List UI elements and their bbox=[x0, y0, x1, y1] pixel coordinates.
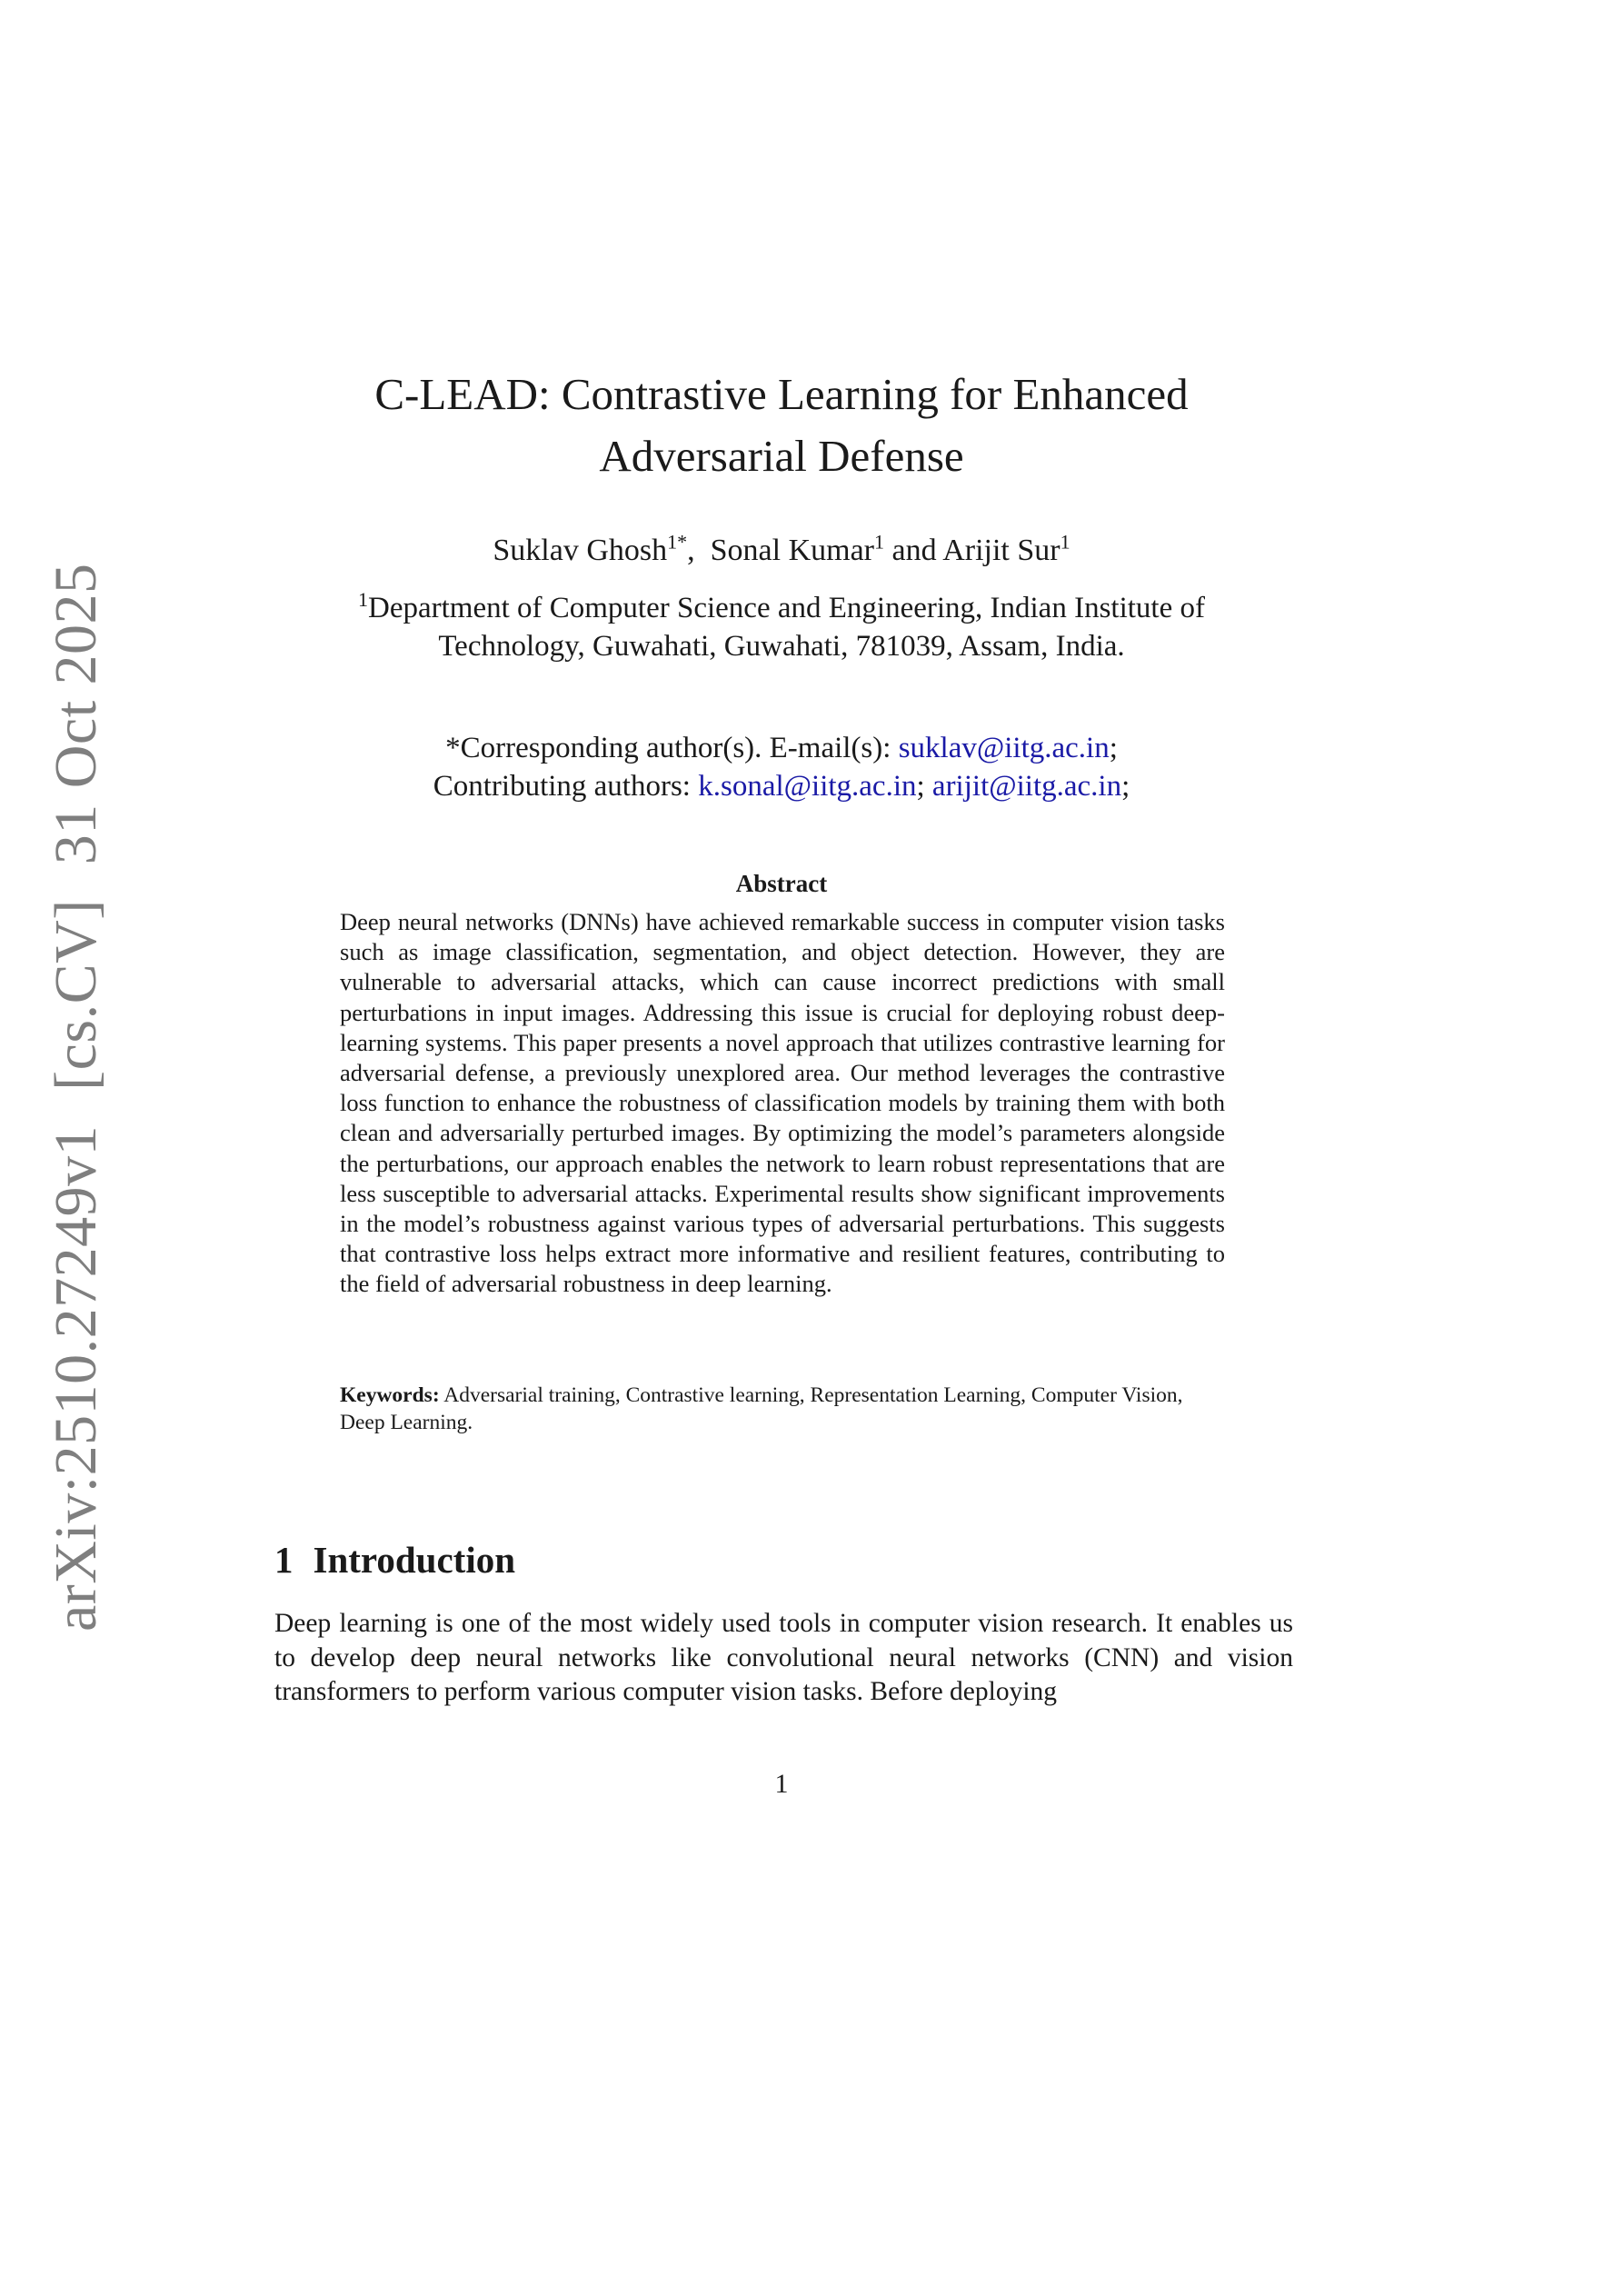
section-heading bbox=[274, 1536, 515, 1583]
affiliation-mark: 1 bbox=[358, 588, 368, 611]
contributing-email-link[interactable]: arijit@iitg.ac.in bbox=[931, 770, 1122, 803]
contributing-email-link[interactable]: k.sonal@iitg.ac.in bbox=[698, 770, 917, 803]
paper-title bbox=[273, 364, 1290, 487]
keywords-text: Adversarial training, Contrastive learning, Representation Learning, Computer Vision, Deep Learning. bbox=[340, 1383, 1183, 1434]
correspondence-block bbox=[273, 729, 1290, 805]
paper-title-line-1: C-LEAD: Contrastive Learning for Enhanced bbox=[374, 369, 1189, 419]
contributing-label: Contributing authors: bbox=[433, 770, 699, 803]
author-list bbox=[273, 531, 1290, 571]
abstract-heading: Abstract bbox=[735, 870, 828, 897]
author-affiliation-mark: 1 bbox=[1060, 530, 1070, 554]
keywords bbox=[340, 1382, 1225, 1436]
arxiv-date: 31 Oct 2025 bbox=[43, 563, 109, 865]
section-number: 1 bbox=[274, 1539, 294, 1581]
author-affiliation-mark: 1* bbox=[667, 530, 688, 554]
keywords-label: Keywords: bbox=[340, 1383, 440, 1407]
terminator: ; bbox=[1121, 770, 1130, 803]
section-body: Deep learning is one of the most widely used tools in computer vision research. It enables us to develop deep neural networks like convolutional neural networks (CNN) and vision transformers to perform various computer vision tasks. Before deploying bbox=[274, 1609, 1293, 1707]
author-separator: and bbox=[883, 534, 943, 567]
corresponding-email-link[interactable]: suklav@iitg.ac.in bbox=[898, 732, 1110, 764]
abstract-body: Deep neural networks (DNNs) have achieved remarkable success in computer vision tasks such as image classification, segmentation, and object detection. However, they are vulnerable to adversarial attacks, which can cause incorrect predictions with small perturbations in input images. Addressing this issue is crucial for deploying robust deep-learning systems. This paper presents a novel approach that utilizes contrastive learning for adversarial defense, a previously unexplored area. Our method leverages the contrastive loss function to enhance the robustness of classification models by training them with both clean and adversarially perturbed images. By optimizing the model’s parameters alongside the perturbations, our approach enables the network to learn robust representations that are less susceptible to adversarial attacks. Experimental results show significant improvements in the model’s robustness against various types of adversarial perturbations. This suggests that contrastive loss helps extract more informative and resilient features, contributing to the field of adversarial robustness in deep learning. bbox=[340, 908, 1225, 1298]
affiliation bbox=[273, 589, 1290, 665]
corresponding-label: *Corresponding author(s). E-mail(s): bbox=[445, 732, 899, 764]
page-number: 1 bbox=[774, 1769, 789, 1799]
arxiv-stamp bbox=[42, 563, 111, 1632]
arxiv-id: arXiv:2510.27249v1 bbox=[43, 1124, 109, 1632]
author-name: Suklav Ghosh bbox=[493, 534, 668, 567]
affiliation-line-1: Department of Computer Science and Engineering, Indian Institute of bbox=[368, 592, 1205, 624]
affiliation-line-2: Technology, Guwahati, Guwahati, 781039, Assam, India. bbox=[438, 630, 1125, 663]
paper-title-line-2: Adversarial Defense bbox=[599, 431, 964, 481]
author-name: Arijit Sur bbox=[942, 534, 1060, 567]
arxiv-category: [cs.CV] bbox=[43, 899, 109, 1091]
author-name: Sonal Kumar bbox=[710, 534, 874, 567]
terminator: ; bbox=[1109, 732, 1118, 764]
email-separator: ; bbox=[916, 770, 932, 803]
author-affiliation-mark: 1 bbox=[873, 530, 884, 554]
section-title: Introduction bbox=[313, 1539, 516, 1581]
author-separator: , bbox=[687, 534, 711, 567]
